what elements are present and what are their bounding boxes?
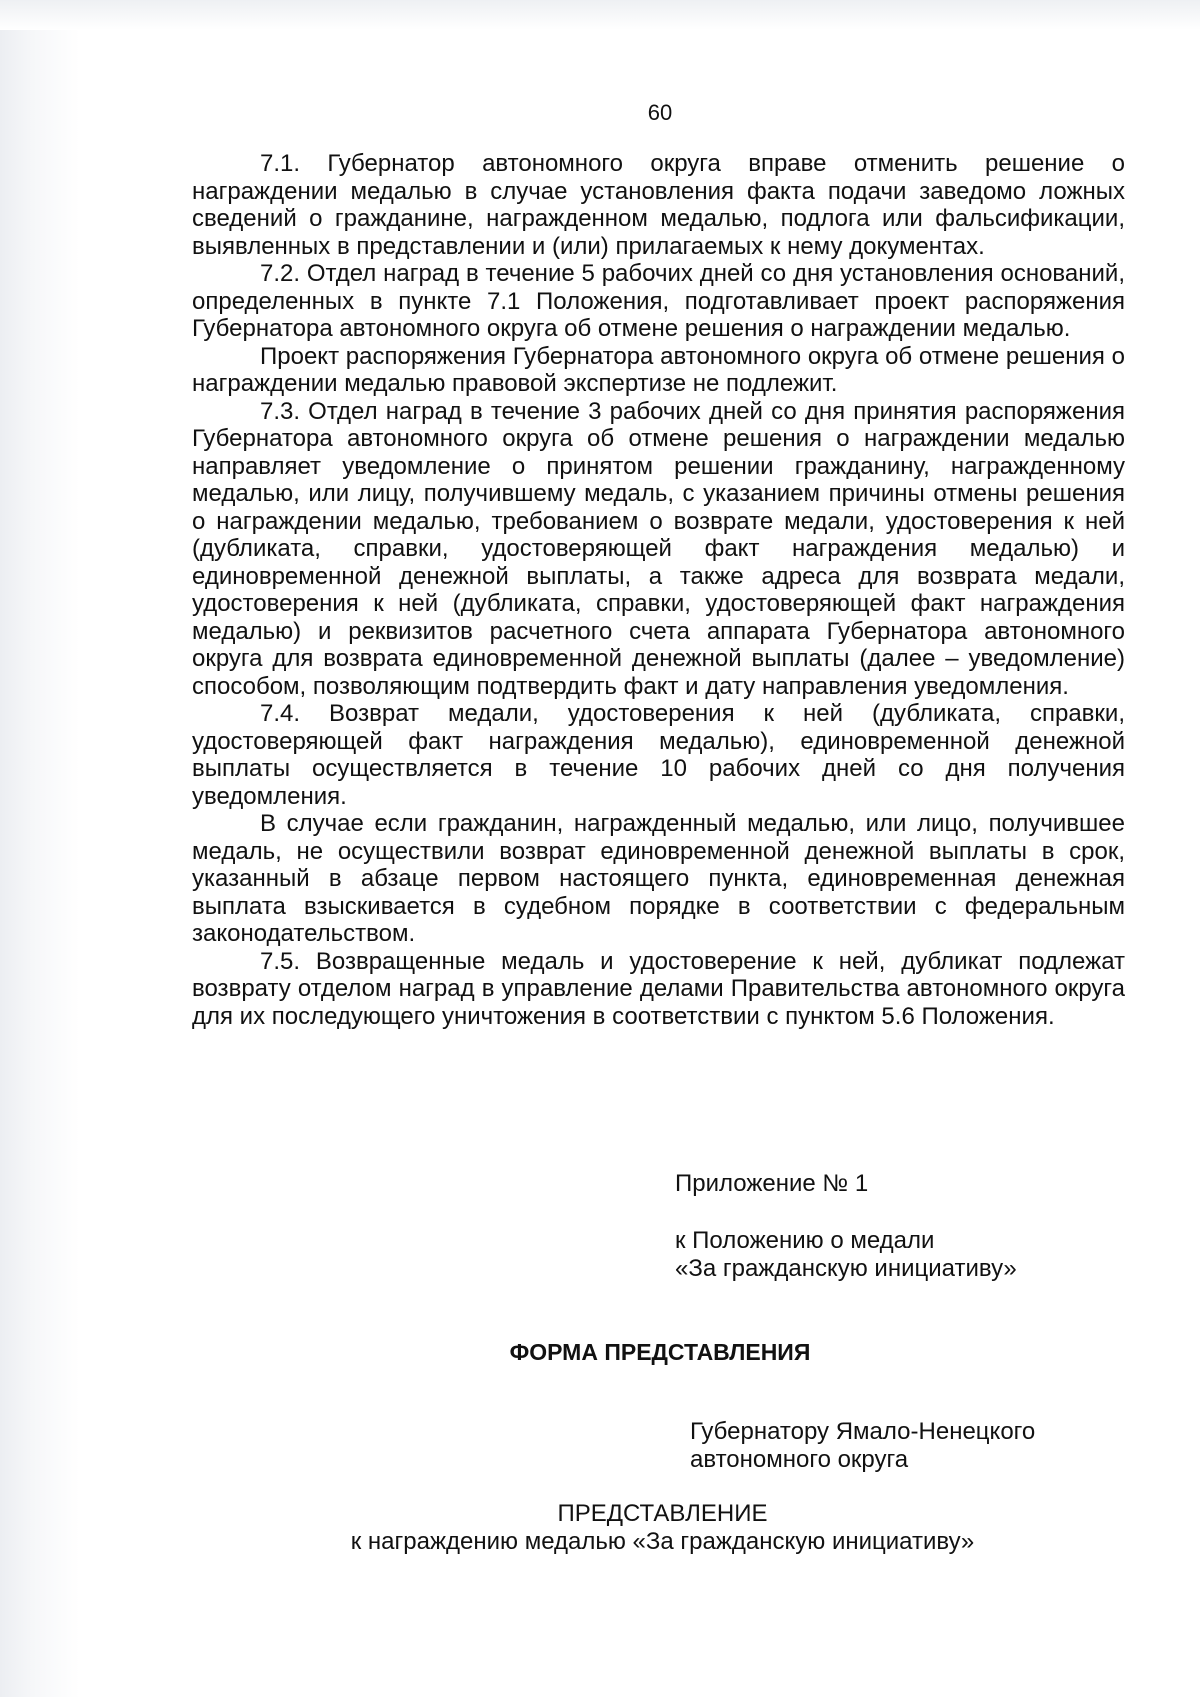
appendix-reference: [675, 1227, 1017, 1283]
paragraph-7-1: 7.1. Губернатор автономного округа вправе отменить решение о награждении медалью в случае установления факта подачи заведомо ложных сведений о гражданине, награжденном медалью, подлога или фальсификации, выявленных в представлении и (или) прилагаемых к нему документах.: [192, 150, 1125, 260]
addressee-line1: Губернатору Ямало-Ненецкого: [690, 1418, 1036, 1445]
paragraph-7-2: 7.2. Отдел наград в течение 5 рабочих дней со дня установления оснований, определенных в пункте 7.1 Положения, подготавливает проект распоряжения Губернатора автономного округа об отмене решения о награждении медалью.: [192, 260, 1125, 342]
submission-subheading: к награждению медалью «За гражданскую инициативу»: [350, 1528, 975, 1555]
submission-heading: ПРЕДСТАВЛЕНИЕ: [557, 1500, 768, 1527]
page-number: 60: [647, 100, 673, 125]
appendix-number: Приложение № 1: [675, 1170, 869, 1197]
form-title: ФОРМА ПРЕДСТАВЛЕНИЯ: [509, 1339, 811, 1365]
paragraph-7-3: 7.3. Отдел наград в течение 3 рабочих дней со дня принятия распоряжения Губернатора автономного округа об отмене решения о награждении медалью направляет уведомление о принятом решении гражданину, награжденному медалью, или лицу, получившему медаль, с указанием причины отмены решения о награждении медалью, требованием о возврате медали, удостоверения к ней (дубликата, справки, удостоверяющей факт награждения медалью) и единовременной денежной выплаты, а также адреса для возврата медали, удостоверения к ней (дубликата, справки, удостоверяющей факт награждения медалью) и реквизитов расчетного счета аппарата Губернатора автономного округа для возврата единовременной денежной выплаты (далее – уведомление) способом, позволяющим подтвердить факт и дату направления уведомления.: [192, 397, 1125, 700]
addressee-block: [690, 1418, 1035, 1474]
appendix-reference-line2: «За гражданскую инициативу»: [675, 1255, 1017, 1282]
paragraph-7-4-note: В случае если гражданин, награжденный медалью, или лицо, получившее медаль, не осуществили возврат единовременной денежной выплаты в срок, указанный в абзаце первом настоящего пункта, единовременная денежная выплата взыскивается в судебном порядке в соответствии с федеральным законодательством.: [192, 810, 1125, 947]
paragraph-7-2-note: Проект распоряжения Губернатора автономного округа об отмене решения о награждении медалью правовой экспертизе не подлежит.: [192, 342, 1125, 397]
paragraph-7-5: 7.5. Возвращенные медаль и удостоверение к ней, дубликат подлежат возврату отделом наград в управление делами Правительства автономного округа для их последующего уничтожения в соответствии с пунктом 5.6 Положения.: [192, 947, 1125, 1030]
document-body: [192, 150, 1125, 1030]
addressee-line2: автономного округа: [690, 1446, 909, 1473]
appendix-reference-line1: к Положению о медали: [675, 1227, 935, 1254]
paragraph-7-4: 7.4. Возврат медали, удостоверения к ней (дубликата, справки, удостоверяющей факт награждения медалью), единовременной денежной выплаты осуществляется в течение 10 рабочих дней со дня получения уведомления.: [192, 700, 1125, 810]
scan-edge-shadow: [0, 0, 80, 1697]
scan-top-shadow: [0, 0, 1200, 30]
